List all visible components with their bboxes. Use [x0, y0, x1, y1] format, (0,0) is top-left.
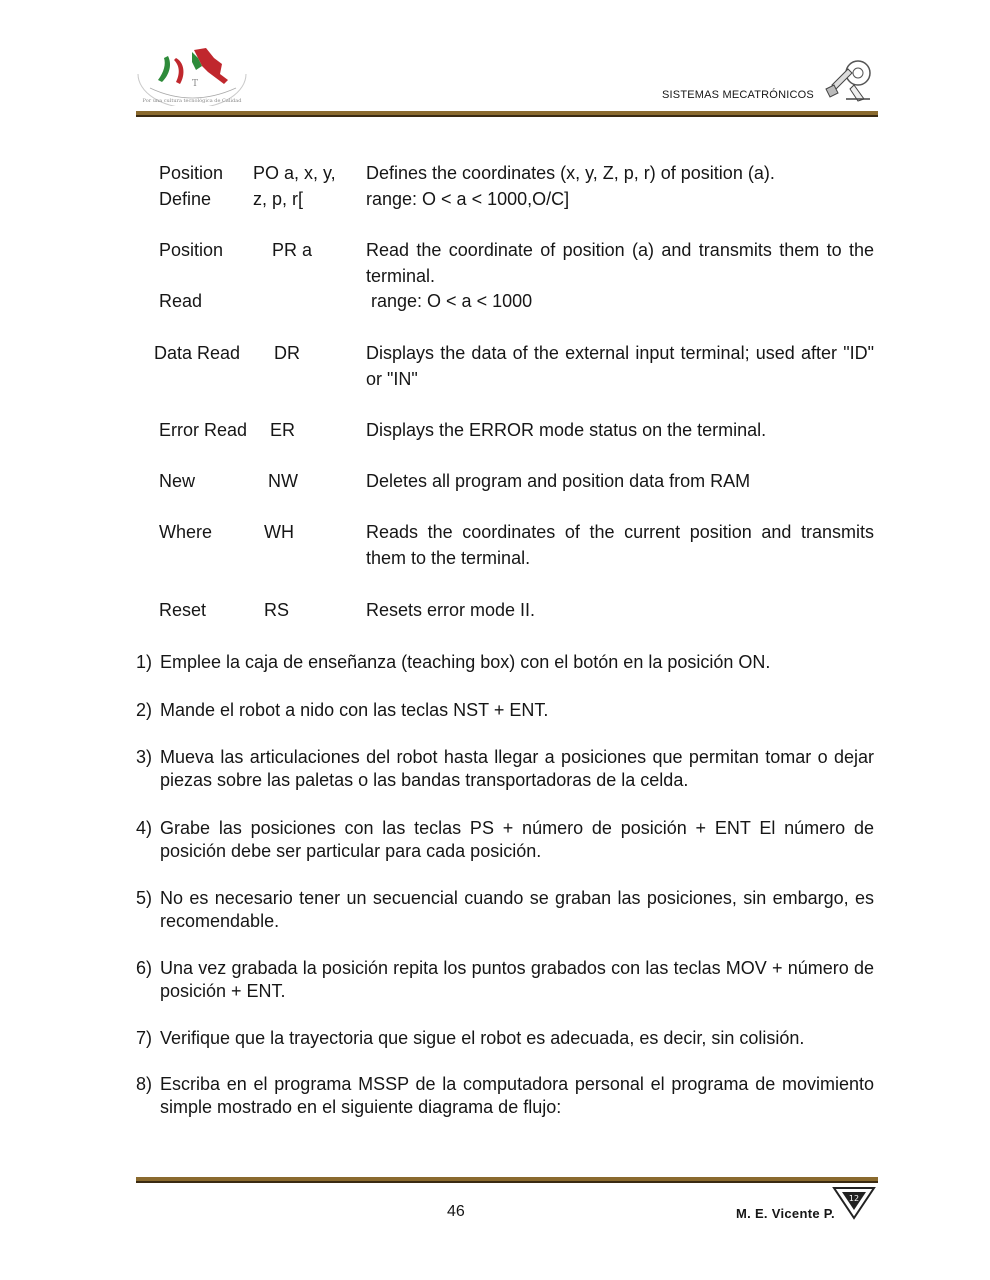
- command-code: PO a, x, y,: [253, 163, 336, 183]
- step-number: 8): [136, 1074, 153, 1094]
- logo-motto: Por una cultura tecnológica de Calidad: [142, 98, 242, 104]
- step-number: 6): [136, 958, 153, 978]
- step-text: Verifique que la trayectoria que sigue el robot es adecuada, es decir, sin colisión.: [160, 1028, 805, 1048]
- step-text: Escriba en el programa MSSP de la computadora personal el programa de movimiento simple mostrado en el siguiente diagrama de flujo:: [160, 1074, 874, 1117]
- command-description: Displays the data of the external input terminal; used after "ID" or "IN": [366, 343, 874, 389]
- command-description: Reads the coordinates of the current position and transmits them to the terminal.: [366, 522, 874, 568]
- command-name: Data Read: [154, 343, 241, 363]
- command-description: Resets error mode II.: [366, 600, 536, 620]
- footer-rule: [136, 1177, 878, 1183]
- command-description: Displays the ERROR mode status on the terminal.: [366, 420, 767, 440]
- step-text: Una vez grabada la posición repita los puntos grabados con las teclas MOV + número de posición + ENT.: [160, 958, 874, 1001]
- command-description: Read the coordinate of position (a) and transmits them to the terminal.: [366, 240, 874, 286]
- header-rule: [136, 111, 878, 117]
- author-logo-icon: [832, 1186, 876, 1225]
- robot-arm-icon: [818, 55, 878, 110]
- author-name: M. E. Vicente P.: [736, 1206, 835, 1221]
- command-code: WH: [264, 522, 294, 542]
- command-name: New: [159, 471, 196, 491]
- institution-logo: [132, 44, 252, 111]
- step-number: 2): [136, 700, 153, 720]
- author-logo-mark: 12: [848, 1194, 860, 1203]
- command-range: range: O < a < 1000,O/C]: [366, 189, 570, 209]
- command-name: Define: [159, 189, 212, 209]
- command-code: NW: [268, 471, 298, 491]
- step-text: No es necesario tener un secuencial cuando se graban las posiciones, sin embargo, es recomendable.: [160, 888, 874, 931]
- step-number: 4): [136, 818, 153, 838]
- command-name: Position: [159, 240, 224, 260]
- step-number: 3): [136, 747, 153, 767]
- step-text: Grabe las posiciones con las teclas PS + número de posición + ENT El número de posición debe ser particular para cada posición.: [160, 818, 874, 861]
- svg-text:T: T: [192, 79, 199, 89]
- header-title: SISTEMAS MECATRÓNICOS: [662, 89, 814, 101]
- command-name: Error Read: [159, 420, 248, 440]
- command-name: Position: [159, 163, 224, 183]
- step-number: 7): [136, 1028, 153, 1048]
- command-code: PR a: [272, 240, 313, 260]
- command-name: Read: [159, 291, 203, 311]
- command-code: ER: [270, 420, 296, 440]
- step-text: Mande el robot a nido con las teclas NST + ENT.: [160, 700, 549, 720]
- command-name: Reset: [159, 600, 207, 620]
- step-number: 1): [136, 652, 153, 672]
- step-text: Mueva las articulaciones del robot hasta llegar a posiciones que permitan tomar o dejar piezas sobre las paletas o las bandas transportadoras de la celda.: [160, 747, 874, 790]
- command-code: z, p, r[: [253, 189, 304, 209]
- step-text: Emplee la caja de enseñanza (teaching box) con el botón en la posición ON.: [160, 652, 771, 672]
- command-description: Defines the coordinates (x, y, Z, p, r) of position (a).: [366, 163, 775, 183]
- command-code: DR: [274, 343, 300, 363]
- step-number: 5): [136, 888, 153, 908]
- command-name: Where: [159, 522, 213, 542]
- command-code: RS: [264, 600, 290, 620]
- page-number: 46: [447, 1203, 465, 1220]
- command-range: range: O < a < 1000: [371, 291, 533, 311]
- command-description: Deletes all program and position data from RAM: [366, 471, 751, 491]
